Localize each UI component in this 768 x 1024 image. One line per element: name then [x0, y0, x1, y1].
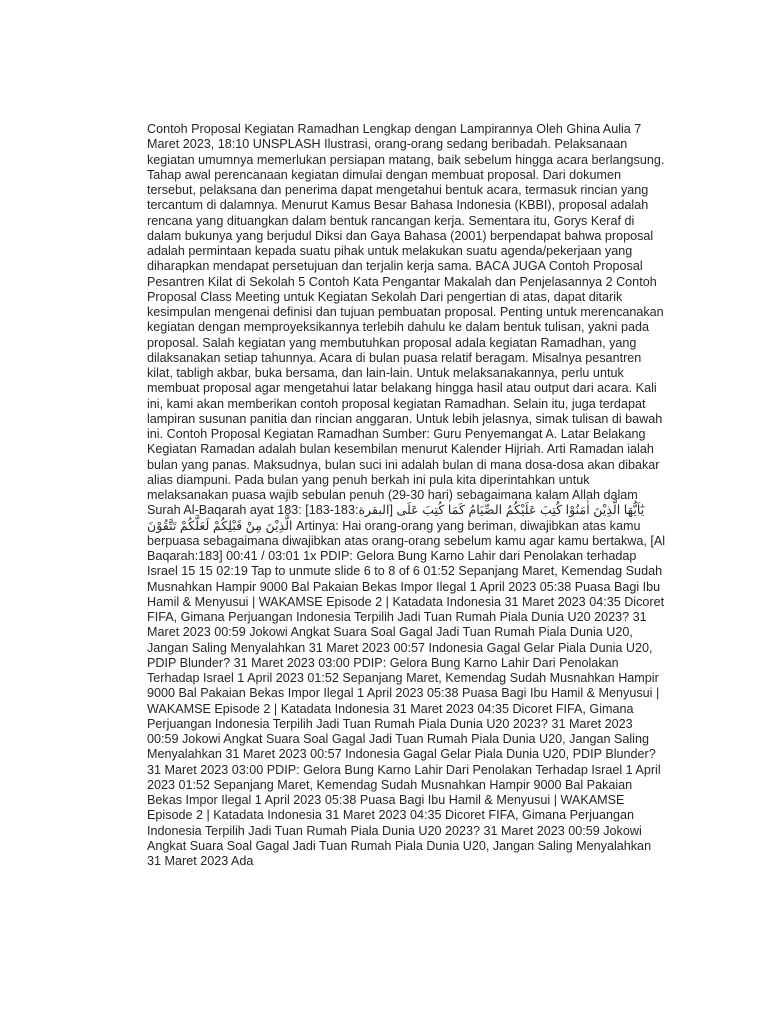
document-body-text: Contoh Proposal Kegiatan Ramadhan Lengkap dengan Lampirannya Oleh Ghina Aulia 7 Maret 2023, 18:10 UNSPLASH Ilustrasi, orang-orang sedang beribadah. Pelaksanaan kegiatan umumnya memerlukan persiapan matang, baik sebelum hingga acara berlangsung. Tahap awal perencanaan kegiatan dimulai dengan membuat proposal. Dari dokumen tersebut, pelaksana dan penerima dapat mengetahui bentuk acara, termasuk rincian yang tercantum di dalamnya. Menurut Kamus Besar Bahasa Indonesia (KBBI), proposal adalah rencana yang dituangkan dalam bentuk rancangan kerja. Sementara itu, Gorys Keraf di dalam bukunya yang berjudul Diksi dan Gaya Bahasa (2001) berpendapat bahwa proposal adalah permintaan kepada suatu pihak untuk melakukan suatu agenda/pekerjaan yang diharapkan mendapat persetujuan dan terjalin kerja sama. BACA JUGA Contoh Proposal Pesantren Kilat di Sekolah 5 Contoh Kata Pengantar Makalah dan Penjelasannya 2 Contoh Proposal Class Meeting untuk Kegiatan Sekolah Dari pengertian di atas, dapat ditarik kesimpulan mengenai definisi dan tujuan pembuatan proposal. Penting untuk merencanakan kegiatan dengan memproyeksikannya terlebih dahulu ke dalam bentuk tulisan, yakni pada proposal. Salah kegiatan yang membutuhkan proposal adala kegiatan Ramadhan, yang dilaksanakan setiap tahunnya. Acara di bulan puasa relatif beragam. Misalnya pesantren kilat, tabligh akbar, buka bersama, dan lain-lain. Untuk melaksanakannya, perlu untuk membuat proposal agar mengetahui latar belakang hingga hasil atau output dari acara. Kali ini, kami akan memberikan contoh proposal kegiatan Ramadhan. Selain itu, juga terdapat lampiran susunan panitia dan rincian anggaran. Untuk lebih jelasnya, simak tulisan di bawah ini. Contoh Proposal Kegiatan Ramadhan Sumber: Guru Penyemangat A. Latar Belakang Kegiatan Ramadan adalah bulan kesembilan menurut Kalender Hijriah. Arti Ramadan ialah bulan yang panas. Maksudnya, bulan suci ini adalah bulan di mana dosa-dosa akan dibakar alias diampuni. Pada bulan yang penuh berkah ini pula kita diperintahkan untuk melaksanakan puasa wajib sebulan penuh (29-30 hari) sebagaimana kalam Allah dalam Surah Al-Baqarah ayat 183: [183-183:البقرة] يٰٓاَيُّهَا الَّذِيْنَ اٰمَنُوْا كُتِبَ عَلَيْكُمُ الصِّيَامُ كَمَا كُتِبَ عَلَى الَّذِيْنَ مِنْ قَبْلِكُمْ لَعَلَّكُمْ تَتَّقُوْنَ Artinya: Hai orang-orang yang beriman, diwajibkan atas kamu berpuasa sebagaimana diwajibkan atas orang-orang sebelum kamu agar kamu bertakwa, [Al Baqarah:183] 00:41 / 03:01 1x PDIP: Gelora Bung Karno Lahir dari Penolakan terhadap Israel 15 15 02:19 Tap to unmute slide 6 to 8 of 6 01:52 Sepanjang Maret, Kemendag Sudah Musnahkan Hampir 9000 Bal Pakaian Bekas Impor Ilegal 1 April 2023 05:38 Puasa Bagi Ibu Hamil & Menyusui | WAKAMSE Episode 2 | Katadata Indonesia 31 Maret 2023 04:35 Dicoret FIFA, Gimana Perjuangan Indonesia Terpilih Jadi Tuan Rumah Piala Dunia U20 2023? 31 Maret 2023 00:59 Jokowi Angkat Suara Soal Gagal Jadi Tuan Rumah Piala Dunia U20, Jangan Saling Menyalahkan 31 Maret 2023 00:57 Indonesia Gagal Gelar Piala Dunia U20, PDIP Blunder? 31 Maret 2023 03:00 PDIP: Gelora Bung Karno Lahir Dari Penolakan Terhadap Israel 1 April 2023 01:52 Sepanjang Maret, Kemendag Sudah Musnahkan Hampir 9000 Bal Pakaian Bekas Impor Ilegal 1 April 2023 05:38 Puasa Bagi Ibu Hamil & Menyusui | WAKAMSE Episode 2 | Katadata Indonesia 31 Maret 2023 04:35 Dicoret FIFA, Gimana Perjuangan Indonesia Terpilih Jadi Tuan Rumah Piala Dunia U20 2023? 31 Maret 2023 00:59 Jokowi Angkat Suara Soal Gagal Jadi Tuan Rumah Piala Dunia U20, Jangan Saling Menyalahkan 31 Maret 2023 00:57 Indonesia Gagal Gelar Piala Dunia U20, PDIP Blunder? 31 Maret 2023 03:00 PDIP: Gelora Bung Karno Lahir Dari Penolakan Terhadap Israel 1 April 2023 01:52 Sepanjang Maret, Kemendag Sudah Musnahkan Hampir 9000 Bal Pakaian Bekas Impor Ilegal 1 April 2023 05:38 Puasa Bagi Ibu Hamil & Menyusui | WAKAMSE Episode 2 | Katadata Indonesia 31 Maret 2023 04:35 Dicoret FIFA, Gimana Perjuangan Indonesia Terpilih Jadi Tuan Rumah Piala Dunia U20 2023? 31 Maret 2023 00:59 Jokowi Angkat Suara Soal Gagal Jadi Tuan Rumah Piala Dunia U20, Jangan Saling Menyalahkan 31 Maret 2023 Ada: [147, 122, 666, 868]
